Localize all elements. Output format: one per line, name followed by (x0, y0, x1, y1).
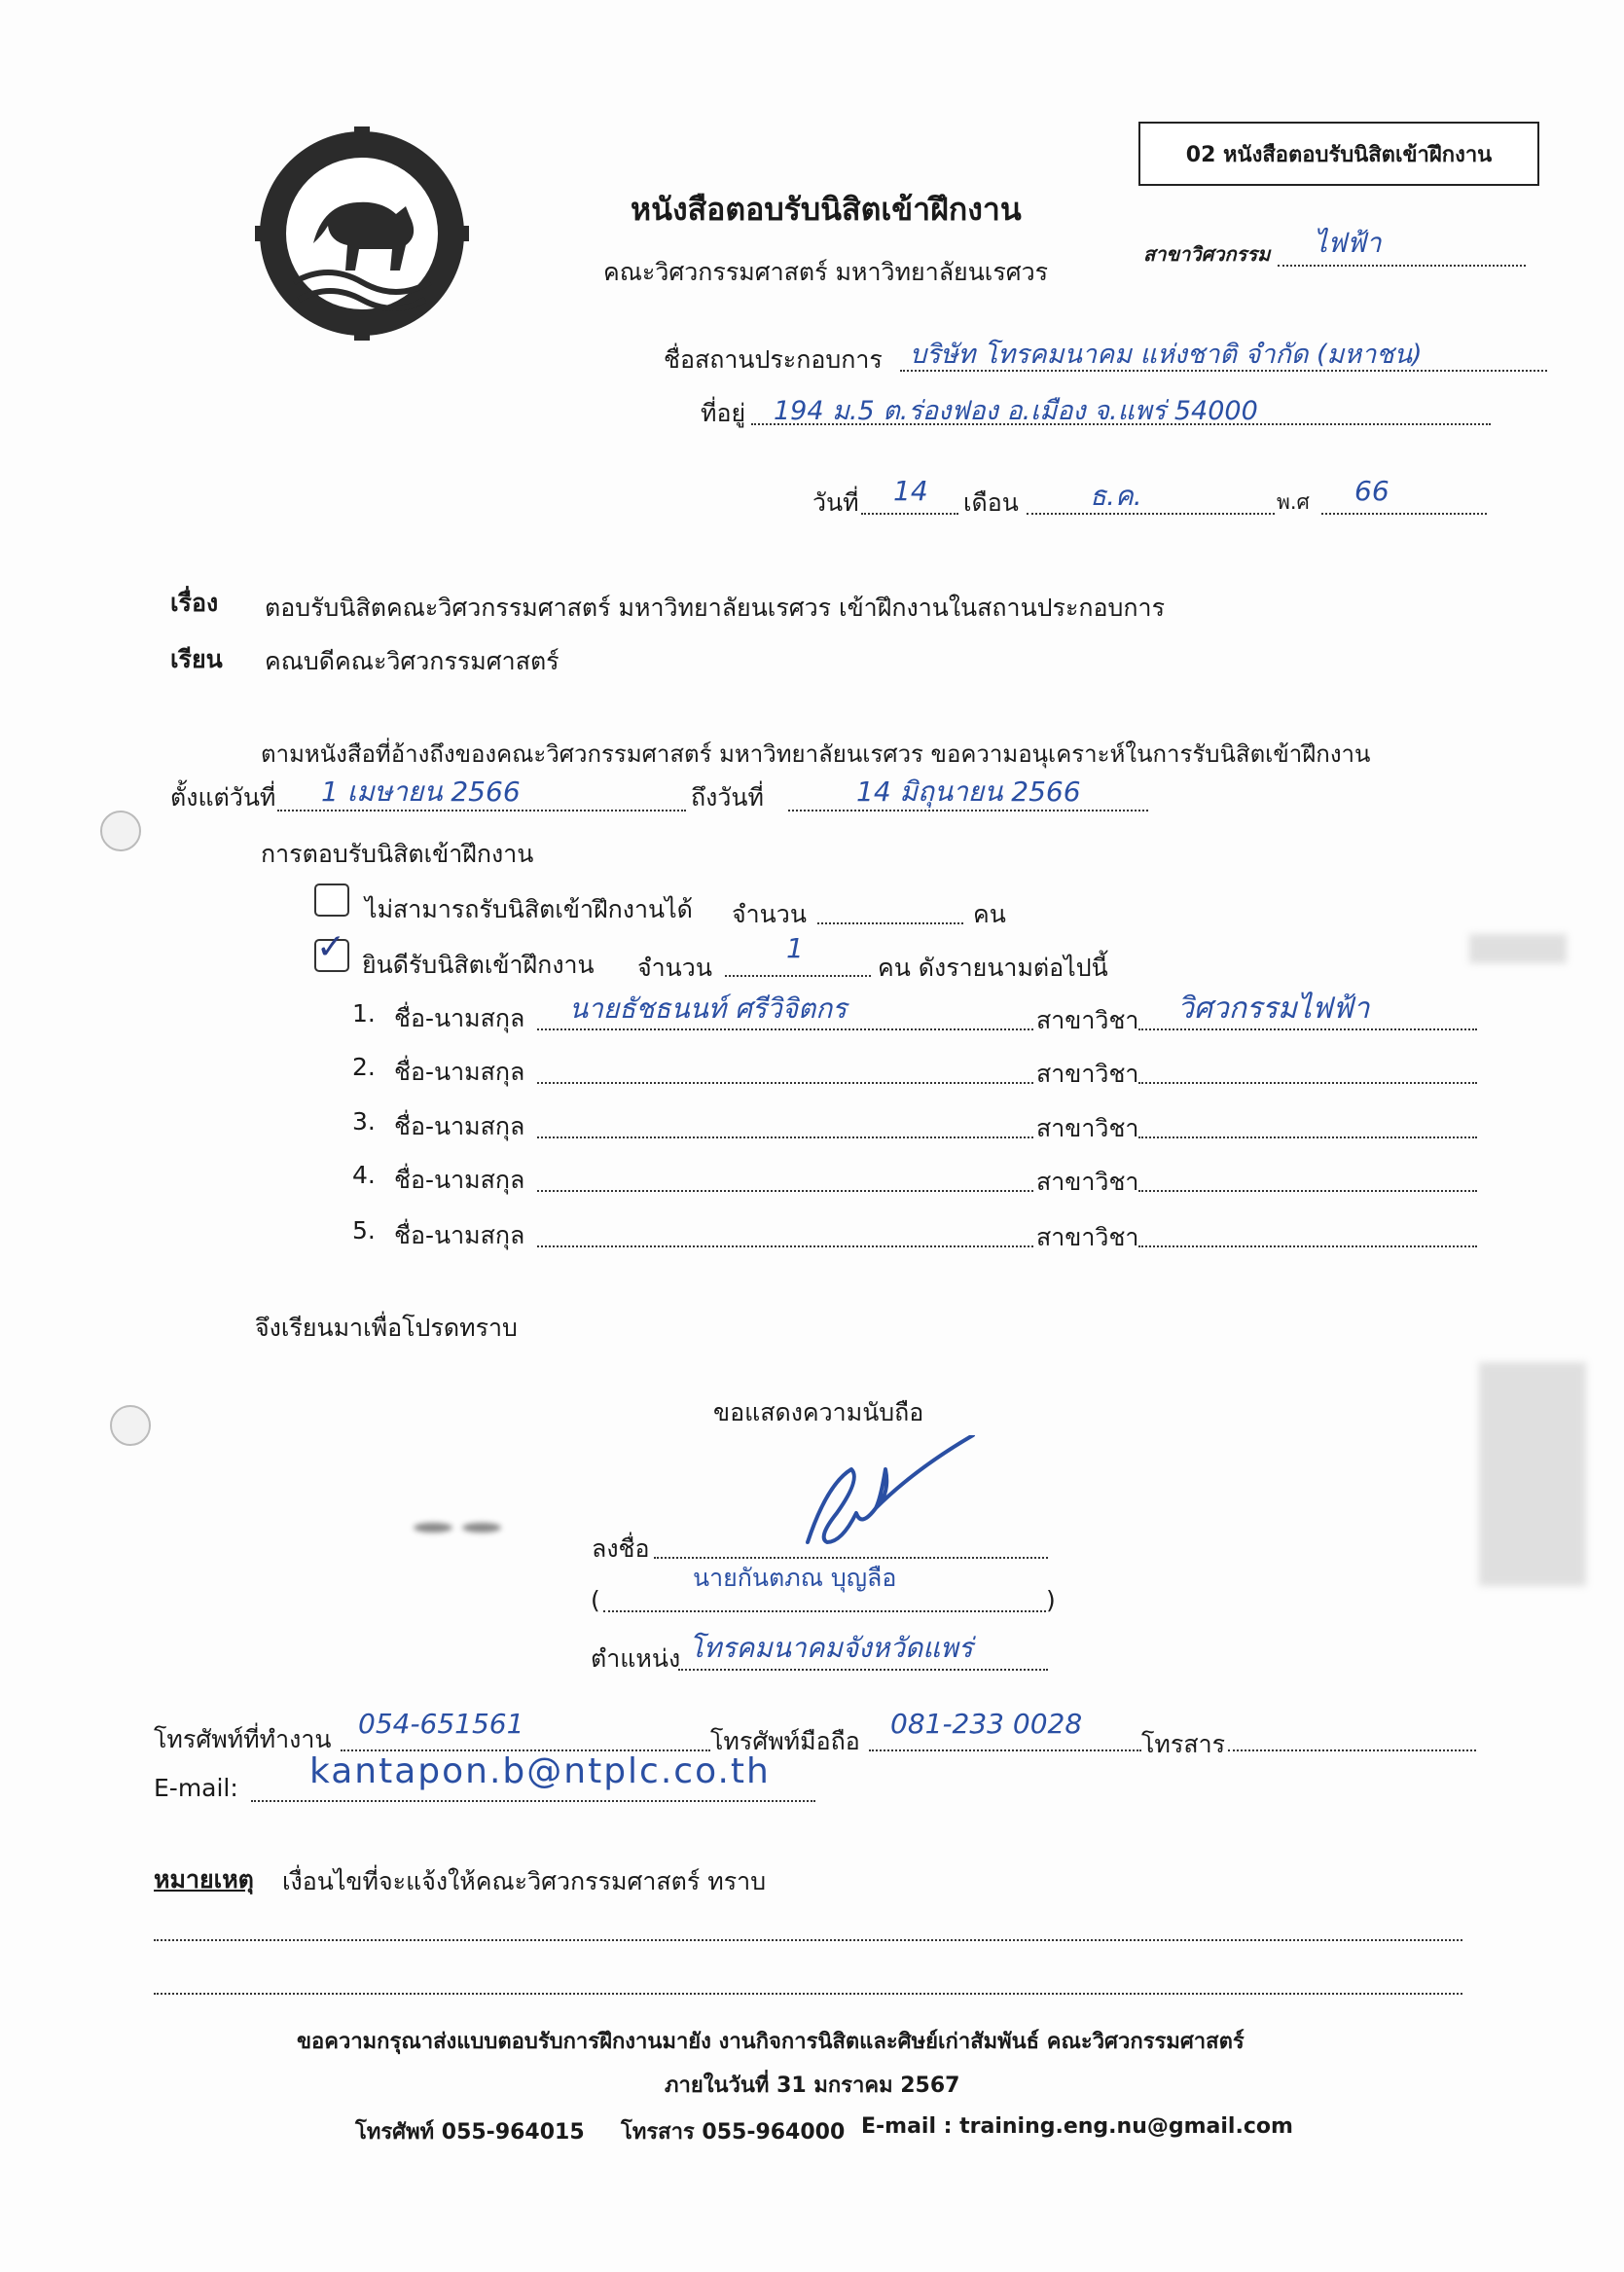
student-name-label: ชื่อ-นามสกุล (394, 1058, 525, 1086)
branch-value: ไฟฟ้า (1314, 227, 1382, 259)
fax-dotline (1228, 1749, 1476, 1751)
accept-suffix: คน ดังรายนามต่อไปนี้ (878, 954, 1108, 982)
student-name-value: นายธัชธนนท์ ศรีวิจิตกร (569, 992, 848, 1025)
date-day-dotline (861, 513, 958, 515)
punch-hole (100, 811, 141, 851)
period-from-label: ตั้งแต่วันที่ (170, 783, 276, 811)
toner-smudge (462, 1523, 501, 1533)
footer-phone: โทรศัพท์ 055-964015 (355, 2120, 585, 2145)
org-name-value: บริษัท โทรคมนาคม แห่งชาติ จำกัด (มหาชน) (910, 340, 1423, 370)
student-branch-label: สาขาวิชา (1036, 1006, 1139, 1034)
student-branch-label: สาขาวิชา (1036, 1114, 1139, 1142)
org-name-label: ชื่อสถานประกอบการ (664, 345, 883, 374)
period-to-value: 14 มิถุนายน 2566 (856, 775, 1081, 808)
note-dotline-2 (154, 1993, 1462, 1995)
closing-inform: จึงเรียนมาเพื่อโปรดทราบ (255, 1314, 518, 1342)
student-name-label: ชื่อ-นามสกุล (394, 1112, 525, 1140)
accept-count-value: 1 (786, 932, 804, 964)
note-dotline-1 (154, 1939, 1462, 1941)
scan-streak (1479, 1362, 1586, 1586)
paren-close: ) (1046, 1586, 1056, 1614)
date-year-dotline (1321, 513, 1487, 515)
period-from-value: 1 เมษายน 2566 (321, 775, 521, 808)
student-name-label: ชื่อ-นามสกุล (394, 1166, 525, 1194)
student-name-dotline (537, 1136, 1033, 1138)
student-number: 4. (352, 1161, 376, 1189)
university-logo (255, 126, 469, 341)
sign-label: ลงชื่อ (592, 1534, 650, 1563)
footer-email: E-mail : training.eng.nu@gmail.com (861, 2114, 1293, 2139)
student-number: 5. (352, 1216, 376, 1244)
branch-dotline (1278, 265, 1526, 267)
accept-label: ยินดีรับนิสิตเข้าฝึกงาน (362, 951, 595, 979)
date-month-dotline (1027, 513, 1275, 515)
paren-open: ( (591, 1586, 600, 1614)
footer-line2: ภายในวันที่ 31 มกราคม 2567 (665, 2074, 960, 2098)
fax-label: โทรสาร (1141, 1730, 1226, 1758)
date-year-value: 66 (1354, 475, 1389, 507)
position-label: ตำแหน่ง (591, 1644, 681, 1673)
student-branch-dotline (1138, 1245, 1477, 1247)
note-label: หมายเหตุ (154, 1865, 254, 1893)
accept-check-mark: ✓ (316, 927, 346, 967)
period-to-label: ถึงวันที่ (691, 783, 764, 811)
student-name-dotline (537, 1190, 1033, 1192)
student-branch-dotline (1138, 1190, 1477, 1192)
office-phone-value: 054-651561 (358, 1708, 524, 1740)
email-label: E-mail: (154, 1774, 238, 1802)
student-number: 1. (352, 999, 376, 1028)
mobile-dotline (869, 1749, 1141, 1751)
date-day-value: 14 (893, 475, 928, 507)
email-dotline (251, 1800, 815, 1802)
punch-hole (110, 1405, 151, 1446)
reject-count-label: จำนวน (732, 900, 807, 928)
student-name-dotline (537, 1245, 1033, 1247)
page-subtitle: คณะวิศวกรรมศาสตร์ มหาวิทยาลัยนเรศวร (603, 258, 1049, 286)
subject-text: ตอบรับนิสิตคณะวิศวกรรมศาสตร์ มหาวิทยาลัยนเรศวร เข้าฝึกงานในสถานประกอบการ (265, 594, 1166, 622)
mobile-value: 081-233 0028 (890, 1708, 1083, 1740)
student-name-dotline (537, 1082, 1033, 1084)
email-value: kantapon.b@ntplc.co.th (309, 1751, 771, 1791)
position-value: โทรคมนาคมจังหวัดแพร่ (689, 1632, 973, 1664)
date-year-label: พ.ศ (1277, 490, 1310, 514)
note-text: เงื่อนไขที่จะแจ้งให้คณะวิศวกรรมศาสตร์ ทราบ (282, 1867, 767, 1895)
accept-count-label: จำนวน (637, 954, 712, 982)
scan-streak (1469, 934, 1567, 963)
paren-dotline (603, 1610, 1046, 1612)
student-number: 2. (352, 1053, 376, 1081)
to-label: เรียน (170, 645, 223, 673)
mobile-label: โทรศัพท์มือถือ (710, 1727, 860, 1755)
document-code: 02 หนังสือตอบรับนิสิตเข้าฝึกงาน (1185, 142, 1493, 167)
page-title: หนังสือตอบรับนิสิตเข้าฝึกงาน (631, 191, 1022, 228)
date-day-label: วันที่ (812, 488, 859, 517)
toner-smudge (414, 1523, 452, 1533)
body-paragraph: ตามหนังสือที่อ้างถึงของคณะวิศวกรรมศาสตร์ มหาวิทยาลัยนเรศวร ขอความอนุเคราะห์ในการรับนิสิตเข้าฝึกงาน (261, 740, 1371, 768)
office-phone-label: โทรศัพท์ที่ทำงาน (154, 1725, 332, 1753)
subject-label: เรื่อง (170, 589, 219, 617)
footer-line1: ขอความกรุณาส่งแบบตอบรับการฝึกงานมายัง งานกิจการนิสิตและศิษย์เก่าสัมพันธ์ คณะวิศวกรรมศาสตร์ (297, 2030, 1245, 2054)
to-text: คณบดีคณะวิศวกรรมศาสตร์ (265, 647, 559, 675)
address-value: 194 ม.5 ต.ร่องฟอง อ.เมือง จ.แพร่ 54000 (774, 396, 1258, 426)
date-month-label: เดือน (963, 488, 1019, 517)
branch-label: สาขาวิศวกรรม (1143, 242, 1271, 266)
reject-unit: คน (973, 900, 1006, 928)
footer-fax: โทรสาร 055-964000 (621, 2120, 846, 2145)
student-branch-value: วิศวกรรมไฟฟ้า (1177, 992, 1370, 1026)
student-name-label: ชื่อ-นามสกุล (394, 1004, 525, 1032)
reject-label: ไม่สามารถรับนิสิตเข้าฝึกงานได้ (365, 895, 693, 923)
acceptance-heading: การตอบรับนิสิตเข้าฝึกงาน (261, 840, 534, 868)
reject-count-dotline (817, 922, 963, 924)
student-branch-label: สาขาวิชา (1036, 1223, 1139, 1251)
student-number: 3. (352, 1107, 376, 1136)
student-branch-label: สาขาวิชา (1036, 1168, 1139, 1196)
document-code-box (1138, 122, 1539, 186)
signer-name: นายกันตภณ บุญลือ (693, 1564, 897, 1592)
student-branch-dotline (1138, 1136, 1477, 1138)
student-name-label: ชื่อ-นามสกุล (394, 1221, 525, 1249)
address-label: ที่อยู่ (701, 399, 746, 427)
student-branch-label: สาขาวิชา (1036, 1060, 1139, 1088)
student-branch-dotline (1138, 1082, 1477, 1084)
accept-count-dotline (725, 975, 871, 977)
reject-checkbox[interactable] (314, 884, 349, 917)
date-month-value: ธ.ค. (1090, 480, 1142, 512)
closing-regards: ขอแสดงความนับถือ (713, 1398, 924, 1426)
signature-image (778, 1435, 992, 1562)
